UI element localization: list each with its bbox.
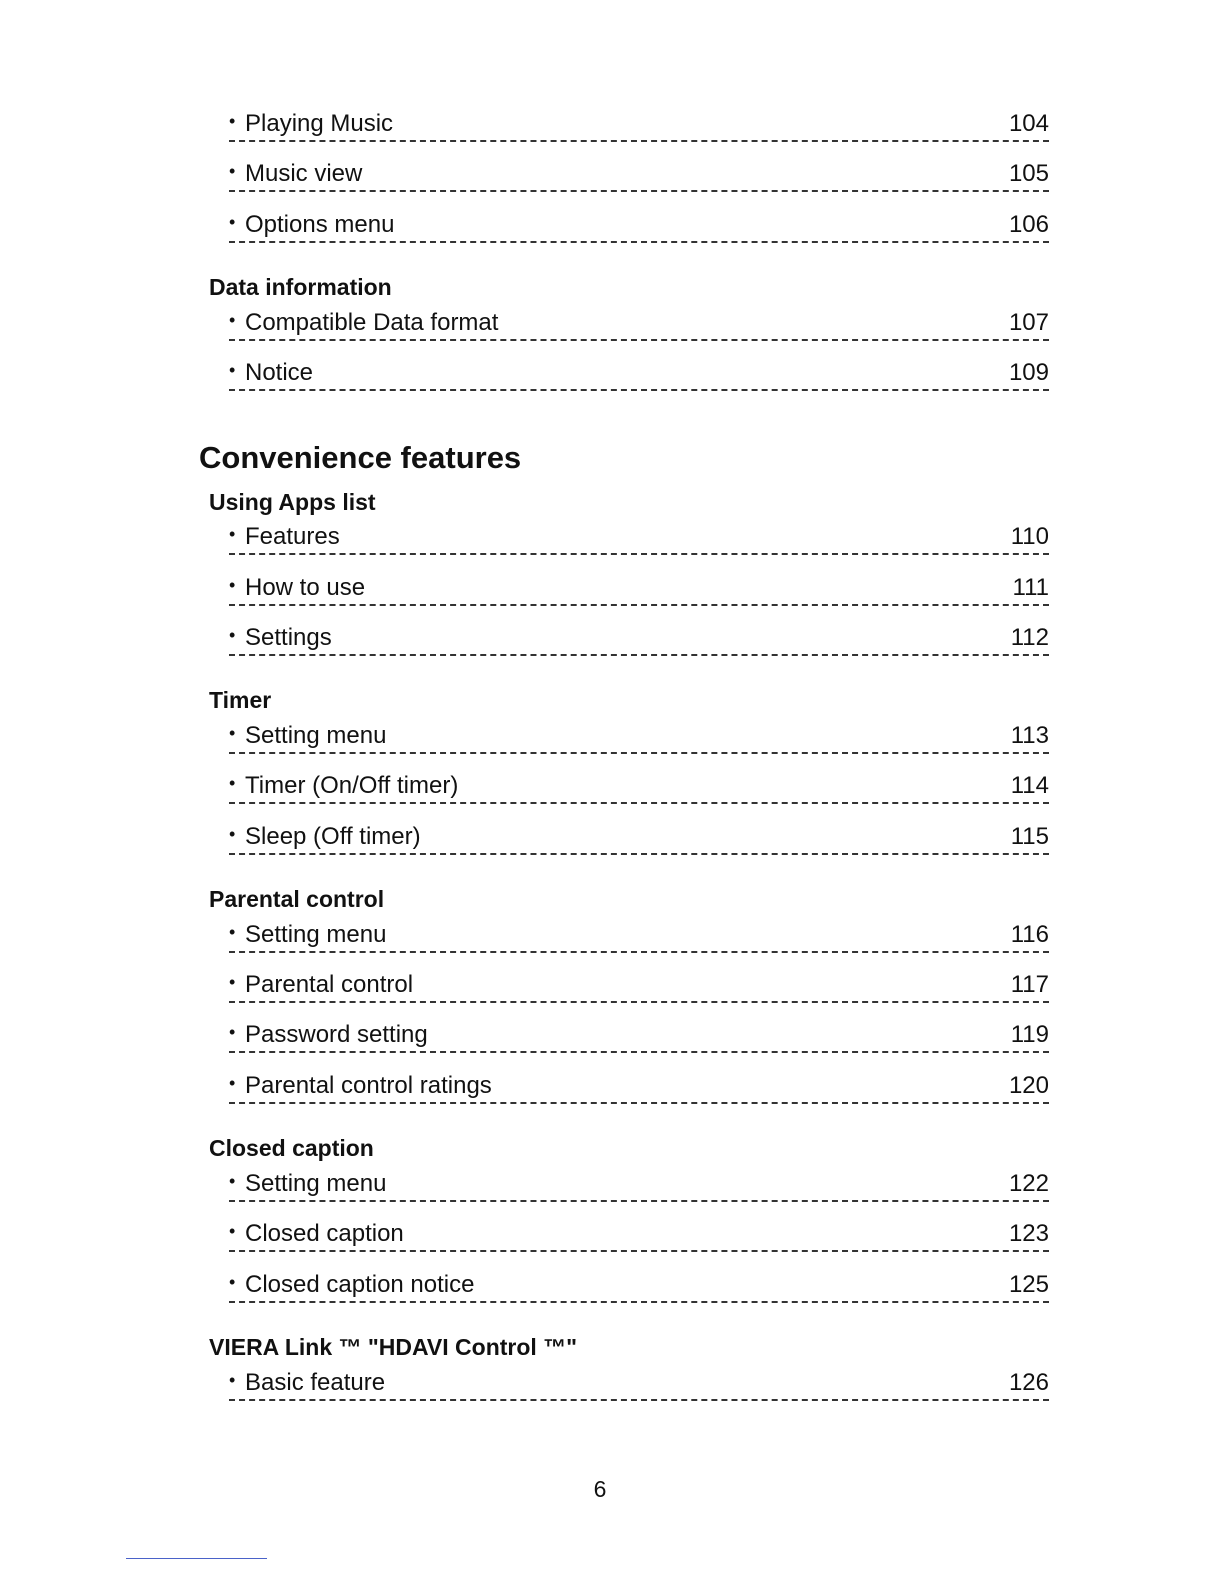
footer-rule: [126, 1558, 267, 1559]
bullet-icon: •: [229, 310, 236, 330]
toc-entry-label: Timer (On/Off timer): [245, 772, 459, 799]
toc-entry[interactable]: [229, 1369, 1049, 1401]
toc-entry-page: 113: [1010, 722, 1049, 749]
toc-entry-label: How to use: [245, 574, 366, 601]
toc-entry[interactable]: [229, 921, 1049, 953]
bullet-icon: •: [229, 524, 236, 544]
toc-entry-page: 114: [1010, 772, 1049, 799]
bullet-icon: •: [229, 575, 236, 595]
toc-entry[interactable]: [229, 823, 1049, 855]
toc-entry-label: Options menu: [245, 211, 395, 238]
page-number: 6: [593, 1476, 607, 1502]
toc-entry-label: Password setting: [245, 1021, 428, 1048]
toc-entry-label: Parental control ratings: [245, 1072, 492, 1099]
toc-entry[interactable]: [229, 1220, 1049, 1252]
toc-entry[interactable]: [229, 110, 1049, 142]
toc-entry[interactable]: [229, 211, 1049, 243]
toc-entry-label: Closed caption notice: [245, 1271, 475, 1298]
toc-entry-page: 112: [1010, 624, 1049, 651]
subsection-heading: Closed caption: [209, 1135, 374, 1161]
toc-entry-label: Notice: [245, 359, 314, 386]
bullet-icon: •: [229, 773, 236, 793]
bullet-icon: •: [229, 1272, 236, 1292]
toc-entry-page: 110: [1010, 523, 1049, 550]
toc-entry-page: 109: [1008, 359, 1049, 386]
toc-entry[interactable]: [229, 574, 1049, 606]
toc-entry-page: 115: [1010, 823, 1049, 850]
toc-entry[interactable]: [229, 309, 1049, 341]
toc-entry-page: 126: [1008, 1369, 1049, 1396]
toc-entry-page: 119: [1010, 1021, 1049, 1048]
toc-entry-page: 117: [1010, 971, 1049, 998]
bullet-icon: •: [229, 972, 236, 992]
toc-entry-page: 116: [1010, 921, 1049, 948]
bullet-icon: •: [229, 625, 236, 645]
bullet-icon: •: [229, 360, 236, 380]
toc-entry[interactable]: [229, 1271, 1049, 1303]
toc-entry-label: Closed caption: [245, 1220, 404, 1247]
toc-entry-page: 125: [1008, 1271, 1049, 1298]
toc-entry[interactable]: [229, 359, 1049, 391]
toc-entry-label: Parental control: [245, 971, 414, 998]
toc-entry-page: 106: [1008, 211, 1049, 238]
subsection-heading: VIERA Link ™ "HDAVI Control ™": [209, 1334, 578, 1360]
toc-entry-page: 105: [1008, 160, 1049, 187]
bullet-icon: •: [229, 1073, 236, 1093]
bullet-icon: •: [229, 1022, 236, 1042]
toc-entry-label: Setting menu: [245, 722, 387, 749]
toc-entry[interactable]: [229, 971, 1049, 1003]
toc-entry[interactable]: [229, 722, 1049, 754]
bullet-icon: •: [229, 824, 236, 844]
toc-entry-label: Features: [245, 523, 340, 550]
toc-entry-label: Settings: [245, 624, 332, 651]
bullet-icon: •: [229, 212, 236, 232]
toc-entry-label: Compatible Data format: [245, 309, 499, 336]
toc-entry[interactable]: [229, 1170, 1049, 1202]
toc-entry-page: 123: [1008, 1220, 1049, 1247]
toc-entry-label: Setting menu: [245, 1170, 387, 1197]
toc-entry-page: 122: [1008, 1170, 1049, 1197]
bullet-icon: •: [229, 723, 236, 743]
bullet-icon: •: [229, 161, 236, 181]
toc-entry-label: Music view: [245, 160, 363, 187]
bullet-icon: •: [229, 1370, 236, 1390]
toc-entry[interactable]: [229, 1072, 1049, 1104]
subsection-heading: Timer: [209, 687, 272, 713]
toc-entry[interactable]: [229, 160, 1049, 192]
toc-entry[interactable]: [229, 523, 1049, 555]
toc-entry-page: 107: [1008, 309, 1049, 336]
bullet-icon: •: [229, 111, 236, 131]
toc-entry-label: Sleep (Off timer): [245, 823, 421, 850]
toc-entry[interactable]: [229, 624, 1049, 656]
toc-entry[interactable]: [229, 1021, 1049, 1053]
toc-entry-label: Playing Music: [245, 110, 394, 137]
bullet-icon: •: [229, 1221, 236, 1241]
subsection-heading: Parental control: [209, 886, 385, 912]
toc-entry-label: Setting menu: [245, 921, 387, 948]
subsection-heading: Using Apps list: [209, 489, 376, 515]
toc-entry[interactable]: [229, 772, 1049, 804]
toc-entry-label: Basic feature: [245, 1369, 386, 1396]
section-heading: Convenience features: [199, 440, 522, 475]
toc-entry-page: 111: [1012, 574, 1049, 601]
toc-entry-page: 104: [1008, 110, 1049, 137]
bullet-icon: •: [229, 1171, 236, 1191]
subsection-heading: Data information: [209, 274, 392, 300]
bullet-icon: •: [229, 922, 236, 942]
toc-entry-page: 120: [1008, 1072, 1049, 1099]
